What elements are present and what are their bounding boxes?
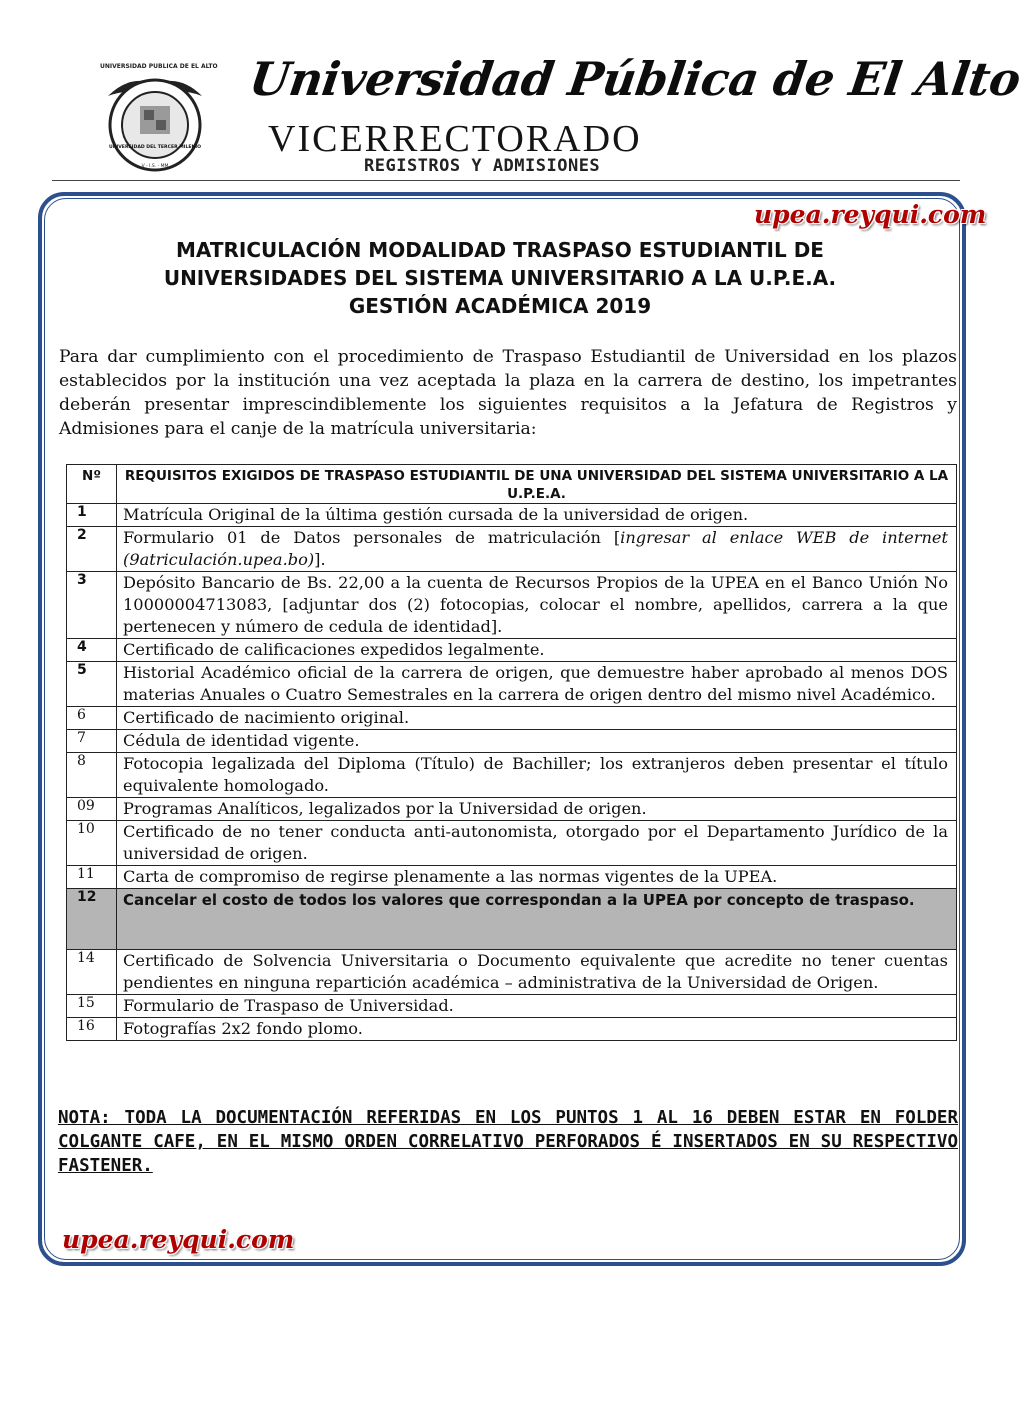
row-number: 09 <box>67 798 117 821</box>
seal-footer: V - I.S. - MM <box>141 164 169 169</box>
row-text-end: ]. <box>314 550 326 569</box>
row-text: Certificado de calificaciones expedidos legalmente. <box>117 639 957 662</box>
table-row <box>67 1018 957 1041</box>
department-title: REGISTROS Y ADMISIONES <box>364 156 601 176</box>
row-number: 11 <box>67 866 117 889</box>
row-number: 2 <box>67 527 117 572</box>
requirements-table <box>66 464 957 1041</box>
row-text: Carta de compromiso de regirse plenamente a las normas vigentes de la UPEA. <box>117 866 957 889</box>
row-text: Matrícula Original de la última gestión cursada de la universidad de origen. <box>117 504 957 527</box>
row-number: 3 <box>67 572 117 639</box>
row-text: Certificado de no tener conducta anti-autonomista, otorgado por el Departamento Jurídico de la universidad de origen. <box>117 821 957 866</box>
row-number: 14 <box>67 950 117 995</box>
row-text: Certificado de nacimiento original. <box>117 707 957 730</box>
table-row <box>67 730 957 753</box>
row-text: Historial Académico oficial de la carrera de origen, que demuestre haber aprobado al menos DOS materias Anuales o Cuatro Semestrales en la carrera de origen dentro del mismo nivel Académico. <box>117 662 957 707</box>
table-row <box>67 866 957 889</box>
doc-title-line-3: GESTIÓN ACADÉMICA 2019 <box>348 294 652 318</box>
web-link-text: ingresar al enlace WEB de internet (9atriculación.upea.bo) <box>123 528 948 569</box>
row-text: Programas Analíticos, legalizados por la Universidad de origen. <box>117 798 957 821</box>
row-number: 4 <box>67 639 117 662</box>
university-name: Universidad Pública de El Alto <box>246 52 1024 106</box>
watermark-top: upea.reyqui.com <box>754 200 987 229</box>
header-divider <box>52 180 960 181</box>
header-number: Nº <box>67 465 117 504</box>
seal-ring-text: UNIVERSIDAD PUBLICA DE EL ALTO <box>100 63 218 70</box>
row-text-start: Formulario 01 de Datos personales de matriculación [ <box>123 528 621 547</box>
table-row-highlighted <box>67 889 957 950</box>
office-title: VICERRECTORADO <box>268 118 642 160</box>
table-row <box>67 995 957 1018</box>
note-paragraph: NOTA: TODA LA DOCUMENTACIÓN REFERIDAS EN LOS PUNTOS 1 AL 16 DEBEN ESTAR EN FOLDER COLGANTE CAFE, EN EL MISMO ORDEN CORRELATIVO PERFORADOS É INSERTADOS EN SU RESPECTIVO FASTENER. <box>58 1108 958 1176</box>
seal-motto: UNIVERSIDAD DEL TERCER MILENIO <box>108 145 202 150</box>
row-number: 6 <box>67 707 117 730</box>
row-number: 5 <box>67 662 117 707</box>
table-row <box>67 504 957 527</box>
row-number: 16 <box>67 1018 117 1041</box>
row-number: 8 <box>67 753 117 798</box>
doc-title-line-2: UNIVERSIDADES DEL SISTEMA UNIVERSITARIO A LA U.P.E.A. <box>163 266 837 290</box>
row-text: Depósito Bancario de Bs. 22,00 a la cuenta de Recursos Propios de la UPEA en el Banco Unión No 10000004713083, [adjuntar dos (2) fotocopias, colocar el nombre, apellidos, carrera a la que pertenecen y número de cedula de identidad]. <box>117 572 957 639</box>
row-text <box>117 527 957 572</box>
table-row <box>67 707 957 730</box>
row-number: 12 <box>67 889 117 950</box>
row-number: 10 <box>67 821 117 866</box>
intro-paragraph: Para dar cumplimiento con el procedimiento de Traspaso Estudiantil de Universidad en los plazos establecidos por la institución una vez aceptada la plaza en la carrera de destino, los impetrantes deberán presentar imprescindiblemente los siguientes requisitos a la Jefatura de Registros y Admisiones para el canje de la matrícula universitaria: <box>59 347 957 439</box>
table-row <box>67 798 957 821</box>
row-text: Fotocopia legalizada del Diploma (Título) de Bachiller; los extranjeros deben presentar el título equivalente homologado. <box>117 753 957 798</box>
table-header-row <box>67 465 957 504</box>
doc-title-line-1: MATRICULACIÓN MODALIDAD TRASPASO ESTUDIANTIL DE <box>176 238 824 262</box>
row-text: Certificado de Solvencia Universitaria o Documento equivalente que acredite no tener cuentas pendientes en ninguna repartición académica – administrativa de la Universidad de Origen. <box>117 950 957 995</box>
watermark-bottom: upea.reyqui.com <box>62 1225 295 1254</box>
row-text: Formulario de Traspaso de Universidad. <box>117 995 957 1018</box>
table-row <box>67 572 957 639</box>
header-requirements: REQUISITOS EXIGIDOS DE TRASPASO ESTUDIANTIL DE UNA UNIVERSIDAD DEL SISTEMA UNIVERSITARIO A LA U.P.E.A. <box>117 465 957 504</box>
table-row <box>67 753 957 798</box>
row-number: 1 <box>67 504 117 527</box>
table-row <box>67 950 957 995</box>
table-row <box>67 527 957 572</box>
row-text: Cancelar el costo de todos los valores que correspondan a la UPEA por concepto de traspaso. <box>117 889 957 950</box>
table-row <box>67 639 957 662</box>
row-text: Fotografías 2x2 fondo plomo. <box>117 1018 957 1041</box>
table-row <box>67 662 957 707</box>
row-number: 15 <box>67 995 117 1018</box>
table-row <box>67 821 957 866</box>
university-seal-icon <box>100 63 218 178</box>
row-number: 7 <box>67 730 117 753</box>
row-text: Cédula de identidad vigente. <box>117 730 957 753</box>
